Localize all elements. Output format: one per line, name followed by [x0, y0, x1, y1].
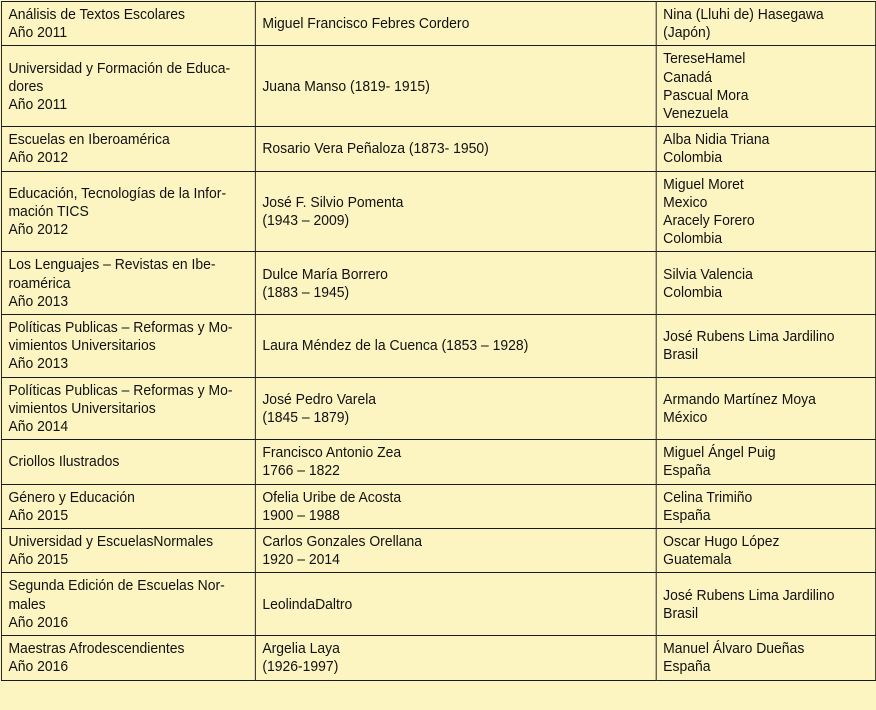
honoree-cell [255, 252, 656, 315]
winners-line: Miguel Ángel Puig [663, 444, 776, 462]
winners-line: Aracely Forero [663, 212, 755, 230]
honoree-line: Carlos Gonzales Orellana [262, 533, 423, 551]
category-line: roamérica [8, 274, 71, 292]
category-line: Año 2011 [8, 95, 68, 113]
category-line: Año 2016 [8, 613, 69, 631]
category-line: Segunda Edición de Escuelas Nor- [8, 577, 225, 595]
honoree-line: Juana Manso (1819- 1915) [262, 77, 430, 95]
winners-line: Silvia Valencia [663, 265, 753, 283]
honoree-line: (1926-1997) [262, 658, 339, 676]
category-line: Año 2014 [8, 418, 69, 436]
category-cell [1, 2, 255, 46]
table-row [1, 46, 875, 127]
winners-cell [656, 2, 875, 46]
table-row [1, 573, 875, 636]
winners-line: José Rubens Lima Jardilino [663, 328, 835, 346]
winners-line: José Rubens Lima Jardilino [663, 586, 835, 604]
table-row [1, 315, 875, 378]
category-line: Escuelas en Iberoamérica [8, 131, 170, 149]
table-row [1, 127, 875, 171]
category-cell [1, 315, 255, 378]
winners-line: (Japón) [663, 24, 711, 42]
category-line: Año 2015 [8, 506, 69, 524]
category-line: Género y Educación [8, 488, 135, 506]
category-line: Políticas Publicas – Reformas y Mo- [8, 319, 233, 337]
winners-line: México [663, 408, 708, 426]
winners-line: Colombia [663, 230, 723, 248]
winners-cell [656, 529, 875, 573]
category-line: Criollos Ilustrados [8, 453, 120, 471]
category-line: vimientos Universitarios [8, 399, 156, 417]
winners-cell [656, 377, 875, 440]
winners-cell [656, 636, 875, 680]
category-cell [1, 636, 255, 680]
table-row [1, 252, 875, 315]
honoree-line: 1766 – 1822 [262, 462, 340, 480]
honoree-cell [255, 636, 656, 680]
winners-line: Venezuela [663, 105, 729, 123]
honoree-line: José Pedro Varela [262, 390, 377, 408]
winners-line: Nina (Lluhi de) Hasegawa [663, 6, 824, 23]
category-line: Universidad y Formación de Educa- [8, 59, 231, 77]
honoree-cell [255, 2, 656, 46]
honoree-line: Miguel Francisco Febres Cordero [262, 15, 470, 33]
honoree-line: 1900 – 1988 [262, 506, 340, 524]
honoree-line: Argelia Laya [262, 640, 340, 658]
winners-line: Armando Martínez Moya [663, 390, 816, 408]
awards-table-body [1, 2, 875, 681]
honoree-cell [255, 573, 656, 636]
winners-cell [656, 440, 875, 484]
category-line: males [8, 595, 46, 613]
honoree-line: 1920 – 2014 [262, 551, 340, 569]
honoree-cell [255, 315, 656, 378]
honoree-line: Rosario Vera Peñaloza (1873- 1950) [262, 140, 489, 158]
honoree-cell [255, 46, 656, 127]
honoree-line: Laura Méndez de la Cuenca (1853 – 1928) [262, 337, 529, 355]
honoree-cell [255, 171, 656, 252]
winners-line: Alba Nidia Triana [663, 131, 770, 149]
category-line: Los Lenguajes – Revistas en Ibe- [8, 256, 216, 274]
table-row [1, 2, 875, 46]
category-cell [1, 529, 255, 573]
honoree-line: (1845 – 1879) [262, 408, 350, 426]
winners-line: TereseHamel [663, 50, 746, 68]
winners-line: Manuel Álvaro Dueñas [663, 640, 805, 658]
winners-cell [656, 127, 875, 171]
winners-cell [656, 171, 875, 252]
honoree-cell [255, 127, 656, 171]
category-line: Políticas Publicas – Reformas y Mo- [8, 381, 233, 399]
table-row [1, 484, 875, 528]
table-row [1, 636, 875, 680]
category-cell [1, 573, 255, 636]
table-row [1, 171, 875, 252]
category-line: Año 2015 [8, 551, 69, 569]
winners-line: Miguel Moret [663, 175, 744, 193]
winners-line: España [663, 506, 711, 524]
category-line: Universidad y EscuelasNormales [8, 533, 214, 551]
honoree-line: Dulce María Borrero [262, 265, 388, 283]
table-row [1, 440, 875, 484]
winners-line: España [663, 462, 711, 480]
category-line: Educación, Tecnologías de la Infor- [8, 184, 227, 202]
honoree-cell [255, 529, 656, 573]
winners-line: España [663, 658, 711, 676]
category-line: Año 2013 [8, 355, 69, 373]
category-cell [1, 127, 255, 171]
awards-table [1, 1, 876, 681]
category-cell [1, 171, 255, 252]
table-row [1, 529, 875, 573]
honoree-line: (1883 – 1945) [262, 283, 350, 301]
category-line: Año 2012 [8, 149, 69, 167]
winners-cell [656, 484, 875, 528]
honoree-cell [255, 440, 656, 484]
winners-cell [656, 315, 875, 378]
winners-line: Colombia [663, 283, 723, 301]
winners-cell [656, 573, 875, 636]
winners-line: Mexico [663, 193, 708, 211]
category-line: Año 2013 [8, 292, 69, 310]
honoree-cell [255, 484, 656, 528]
winners-cell [656, 46, 875, 127]
honoree-line: Ofelia Uribe de Acosta [262, 488, 402, 506]
winners-line: Brasil [663, 604, 699, 622]
honoree-line: (1943 – 2009) [262, 212, 350, 230]
category-cell [1, 377, 255, 440]
winners-line: Celina Trimiño [663, 488, 753, 506]
winners-line: Canadá [663, 68, 713, 86]
category-cell [1, 46, 255, 127]
table-row [1, 377, 875, 440]
category-line: Análisis de Textos Escolares [8, 6, 185, 23]
category-line: Año 2016 [8, 658, 69, 676]
category-cell [1, 252, 255, 315]
winners-line: Pascual Mora [663, 86, 749, 104]
honoree-line: Francisco Antonio Zea [262, 444, 402, 462]
category-line: mación TICS [8, 202, 89, 220]
category-line: dores [8, 77, 44, 95]
winners-line: Brasil [663, 346, 699, 364]
category-line: Año 2012 [8, 221, 69, 239]
category-line: Año 2011 [8, 24, 68, 42]
honoree-line: LeolindaDaltro [262, 595, 353, 613]
winners-line: Colombia [663, 149, 723, 167]
category-line: Maestras Afrodescendientes [8, 640, 185, 658]
winners-line: Oscar Hugo López [663, 533, 780, 551]
winners-cell [656, 252, 875, 315]
category-cell [1, 440, 255, 484]
winners-line: Guatemala [663, 551, 732, 569]
category-cell [1, 484, 255, 528]
honoree-line: José F. Silvio Pomenta [262, 193, 404, 211]
honoree-cell [255, 377, 656, 440]
category-line: vimientos Universitarios [8, 337, 156, 355]
